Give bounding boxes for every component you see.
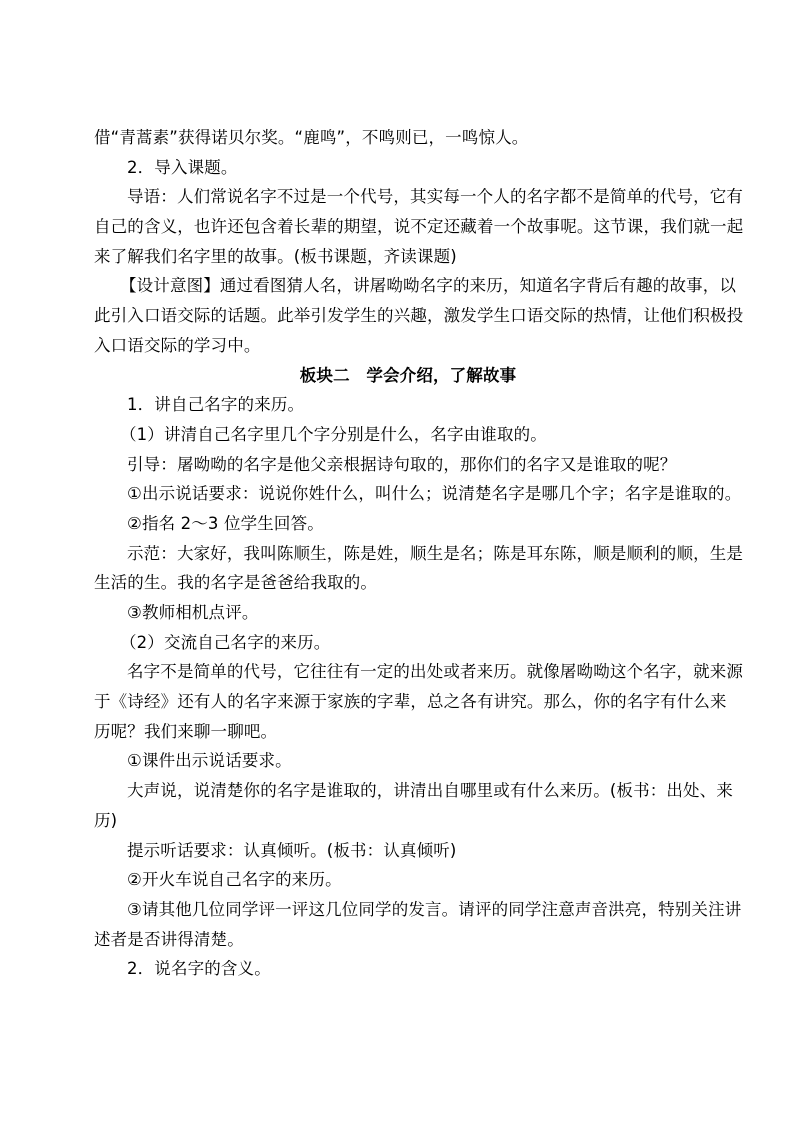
section-item-title: 1．讲自己名字的来历。 bbox=[127, 395, 305, 415]
paragraph-line: 导语：人们常说名字不过是一个代号，其实每一个人的名字都不是简单的代号，它有 bbox=[127, 187, 744, 207]
paragraph-line: ①课件出示说话要求。 bbox=[127, 751, 292, 771]
section-heading: 板块二 学会介绍，了解故事 bbox=[299, 365, 517, 385]
paragraph-line: 借“青蒿素”获得诺贝尔奖。“鹿鸣”，不鸣则已，一鸣惊人。 bbox=[94, 128, 529, 147]
paragraph-line: 入口语交际的学习中。 bbox=[94, 335, 261, 355]
paragraph-line: 来了解我们名字里的故事。(板书课题，齐读课题) bbox=[94, 246, 457, 266]
section-item-title: 2．导入课题。 bbox=[127, 157, 238, 177]
paragraph-line: ②指名 2～3 位学生回答。 bbox=[127, 513, 324, 533]
paragraph-line: 历呢？我们来聊一聊吧。 bbox=[94, 721, 278, 741]
paragraph-line: 此引入口语交际的话题。此举引发学生的兴趣，激发学生口语交际的热情，让他们积极投 bbox=[94, 306, 744, 326]
design-intent-line: 【设计意图】通过看图猜人名，讲屠呦呦名字的来历，知道名字背后有趣的故事，以 bbox=[120, 276, 737, 296]
paragraph-line: 提示听话要求：认真倾听。(板书：认真倾听) bbox=[127, 840, 457, 860]
paragraph-line: 大声说，说清楚你的名字是谁取的，讲清出自哪里或有什么来历。(板书：出处、来 bbox=[127, 781, 733, 801]
paragraph-line: 述者是否讲得清楚。 bbox=[94, 929, 244, 949]
section-item-title: 2．说名字的含义。 bbox=[127, 959, 271, 979]
paragraph-line: ③教师相机点评。 bbox=[127, 603, 259, 622]
paragraph-line: 历) bbox=[94, 810, 118, 830]
paragraph-line: ②开火车说自己名字的来历。 bbox=[127, 870, 342, 890]
paragraph-line: 生活的生。我的名字是爸爸给我取的。 bbox=[94, 573, 378, 593]
paragraph-line: 示范：大家好，我叫陈顺生，陈是姓，顺生是名；陈是耳东陈，顺是顺利的顺，生是 bbox=[127, 543, 744, 563]
paragraph-line: 自己的含义，也许还包含着长辈的期望，说不定还藏着一个故事呢。这节课，我们就一起 bbox=[94, 217, 744, 237]
document-page bbox=[94, 123, 744, 984]
paragraph-line: ①出示说话要求：说说你姓什么，叫什么；说清楚名字是哪几个字；名字是谁取的。 bbox=[127, 484, 742, 504]
paragraph-line: 于《诗经》还有人的名字来源于家族的字辈，总之各有讲究。那么，你的名字有什么来 bbox=[94, 692, 727, 712]
paragraph-line: 引导：屠呦呦的名字是他父亲根据诗句取的，那你们的名字又是谁取的呢？ bbox=[127, 454, 677, 474]
paragraph-line: ③请其他几位同学评一评这几位同学的发言。请评的同学注意声音洪亮，特别关注讲 bbox=[127, 899, 742, 919]
paragraph-line: 名字不是简单的代号，它往往有一定的出处或者来历。就像屠呦呦这个名字，就来源 bbox=[127, 662, 744, 682]
sub-item-title: （1）讲清自己名字里几个字分别是什么，名字由谁取的。 bbox=[120, 424, 547, 444]
sub-item-title: （2）交流自己名字的来历。 bbox=[120, 632, 331, 652]
